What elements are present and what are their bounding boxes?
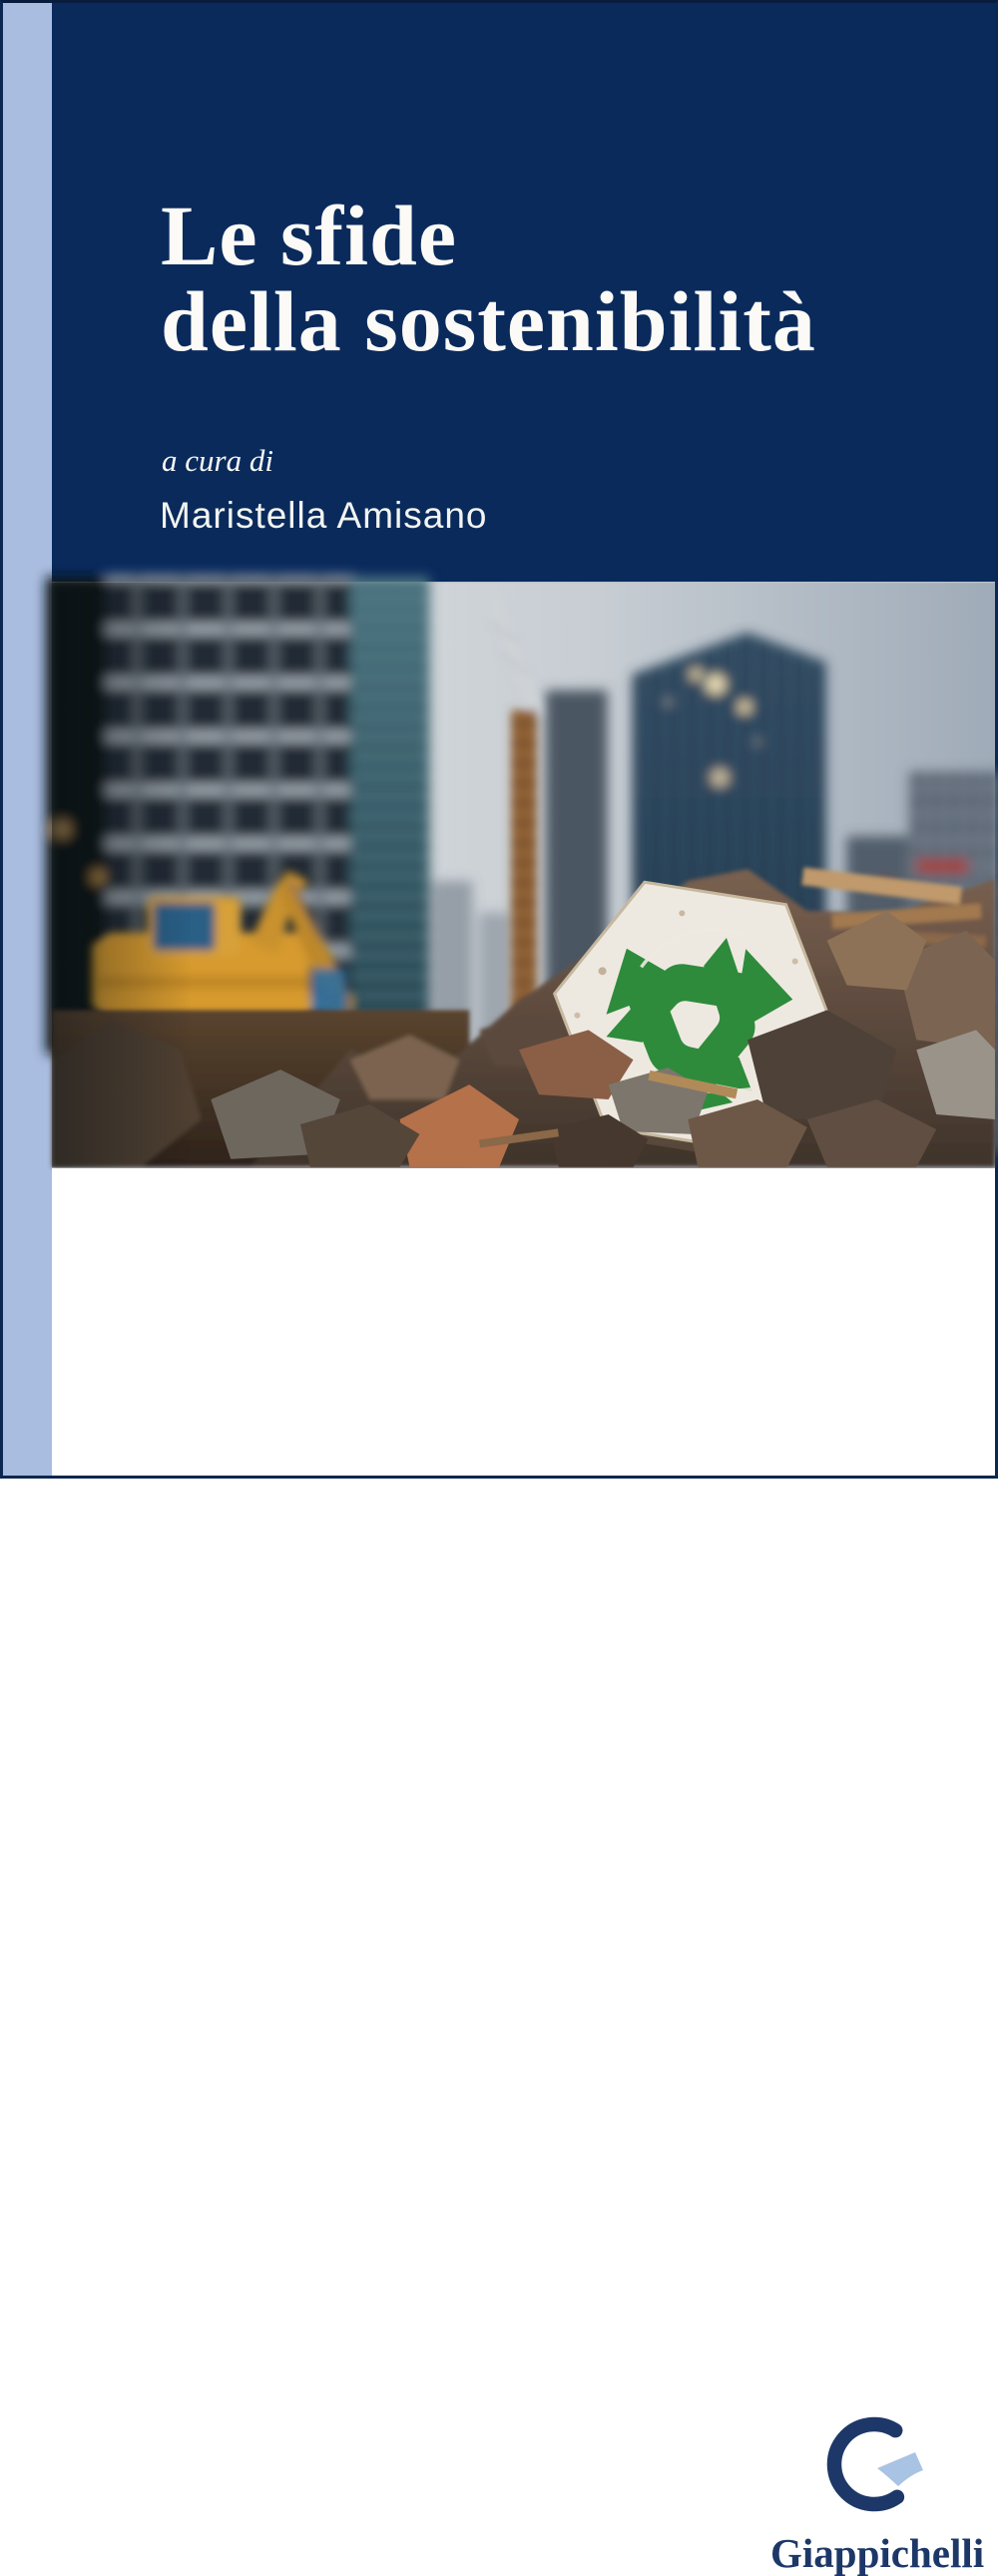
cover-photo [52,582,995,1168]
author-name: Maristella Amisano [160,495,488,536]
publisher-name: Giappichelli [770,2530,985,2576]
title-line-2: della sostenibilità [161,273,816,369]
front-panel [52,3,995,582]
footer-band [52,1168,995,2576]
spine-strip [3,3,52,1476]
book-title [161,188,816,369]
title-line-1: Le sfide [161,188,458,283]
curator-label: a cura di [162,443,273,478]
giappichelli-monogram [773,2410,979,2524]
teal-glass-building [350,577,430,1079]
publisher-logo [770,2410,985,2576]
logo-arrow-icon [877,2452,923,2486]
